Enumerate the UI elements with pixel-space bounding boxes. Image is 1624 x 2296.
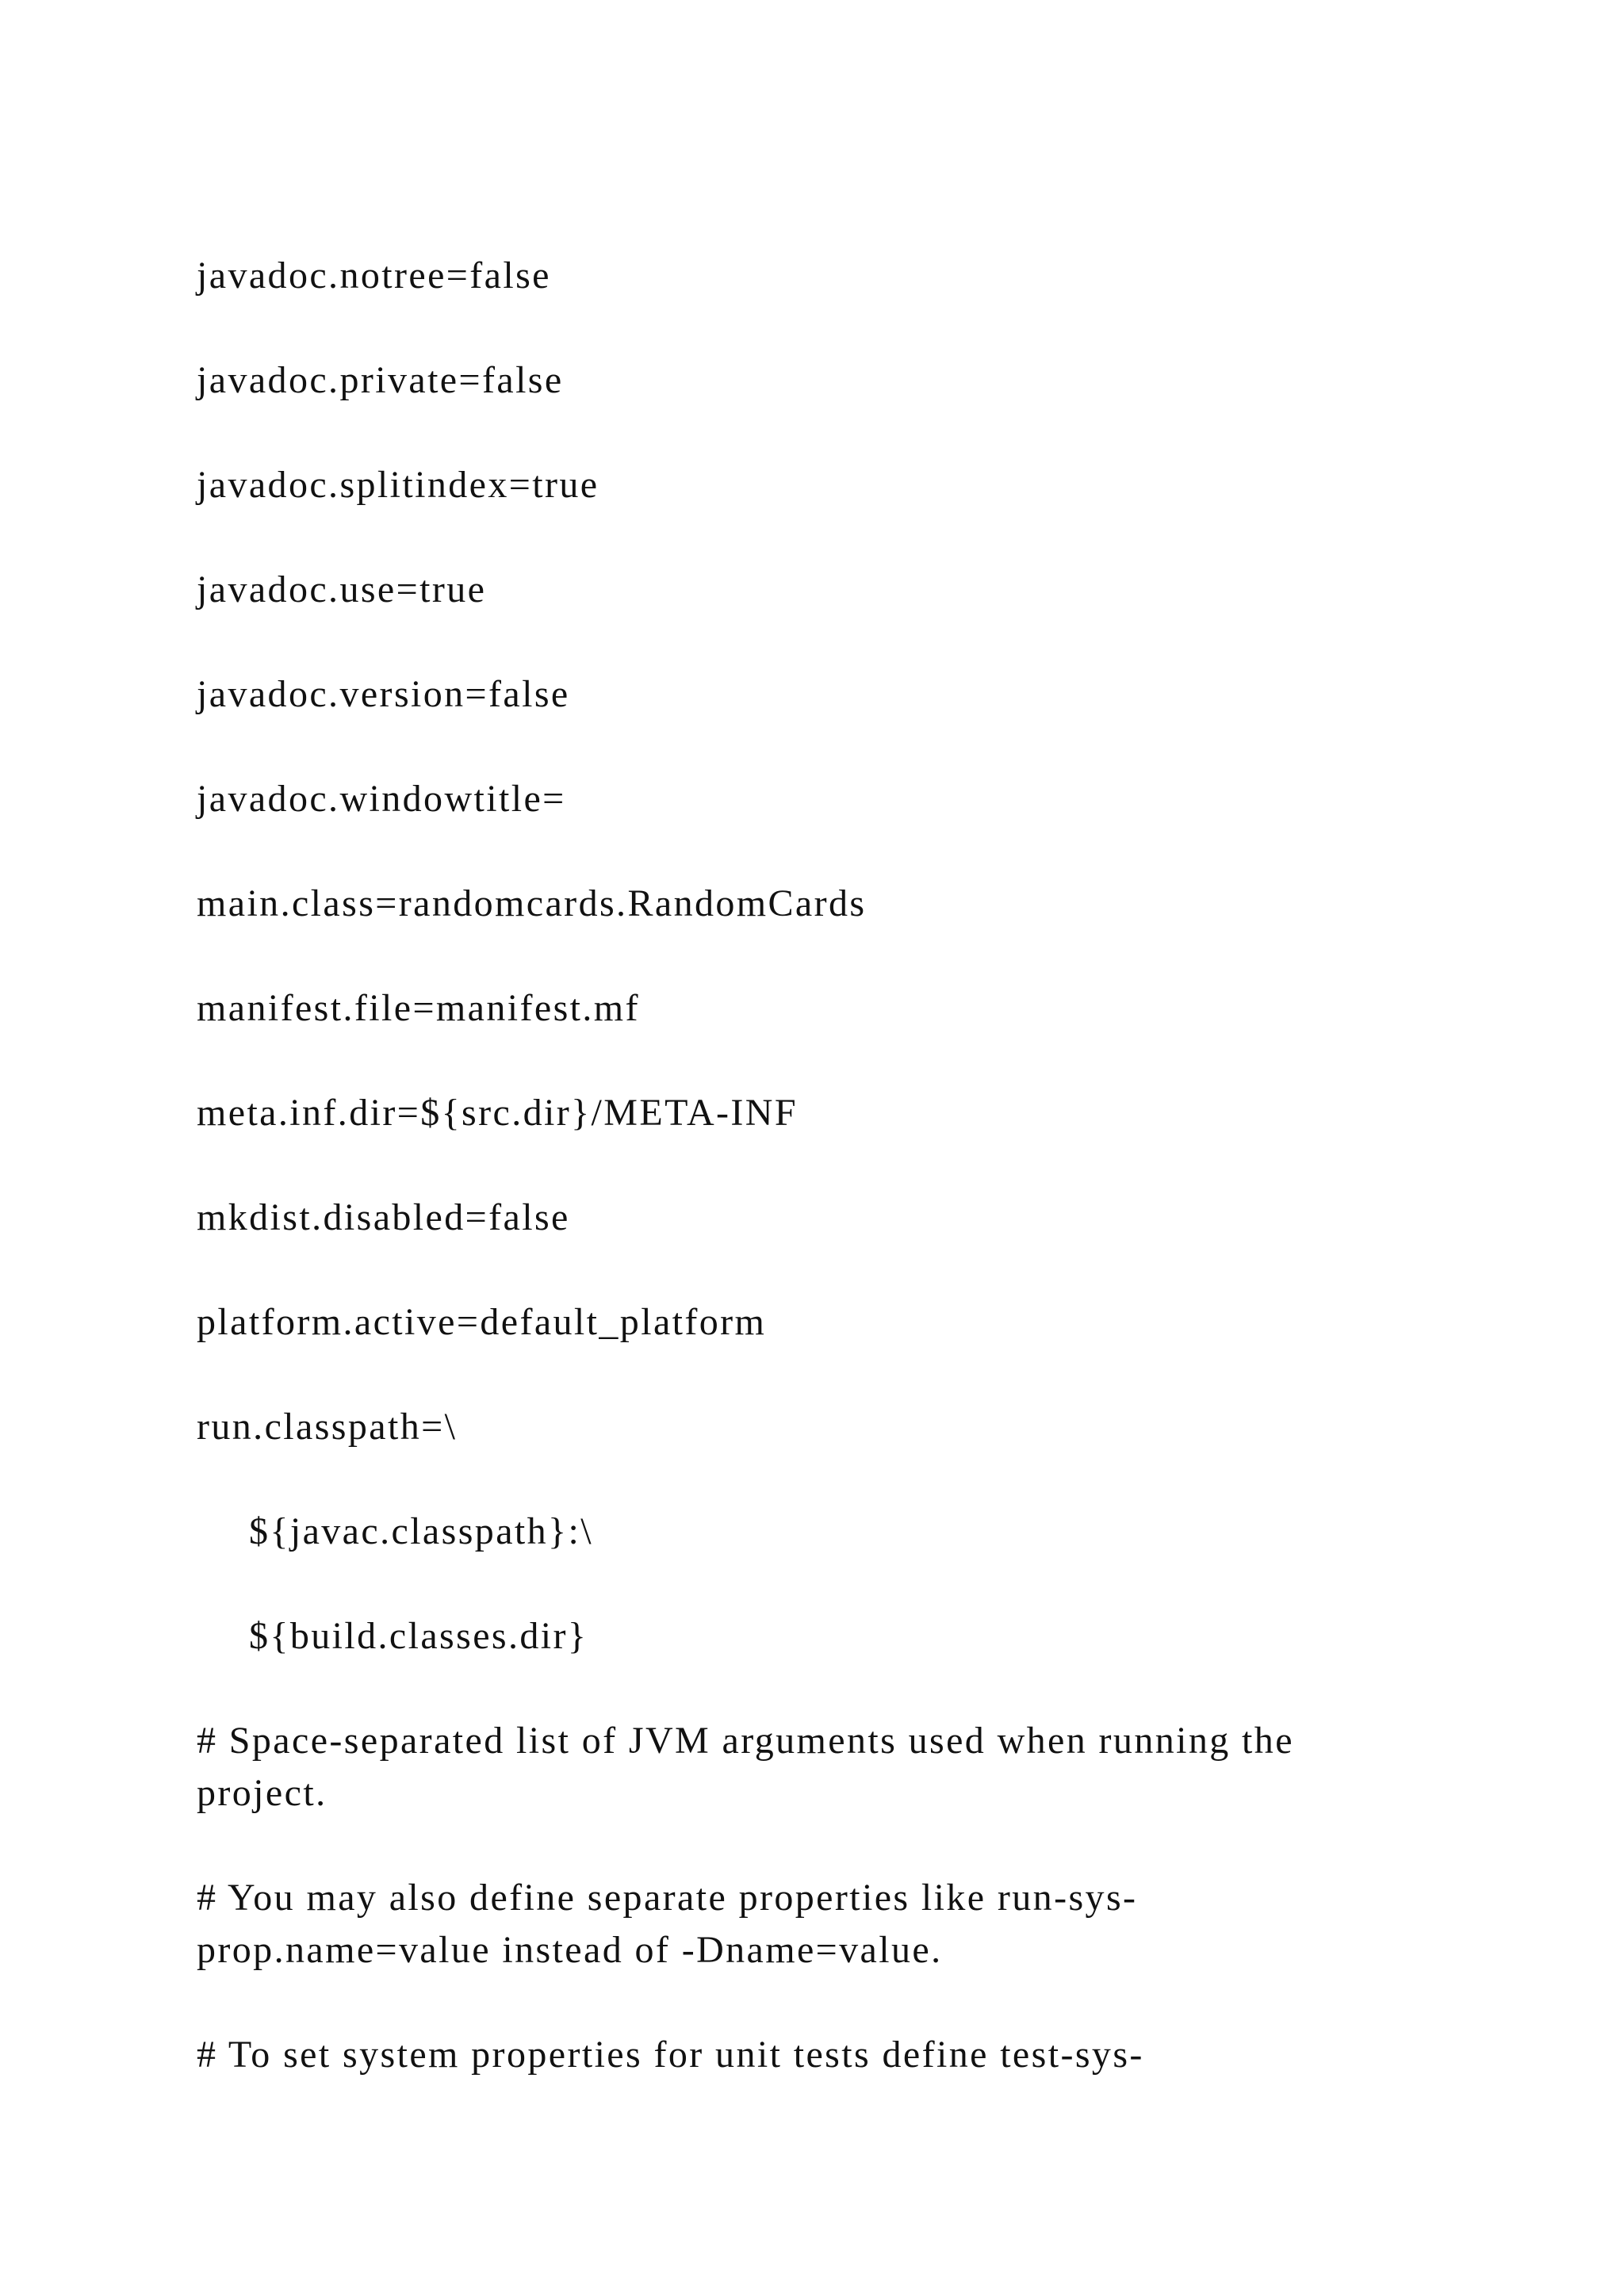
line-manifest-file: manifest.file=manifest.mf — [197, 987, 640, 1029]
line-platform-active: platform.active=default_platform — [197, 1301, 767, 1343]
line-javac-classpath: ${javac.classpath}:\ — [249, 1510, 593, 1552]
comment-jvm-args-line-1: # Space-separated list of JVM arguments used when running the — [197, 1720, 1294, 1762]
line-main-class: main.class=randomcards.RandomCards — [197, 882, 867, 924]
comment-jvm-args-line-2: project. — [197, 1772, 327, 1814]
comment-sys-prop-line-1: # You may also define separate properties like run-sys- — [197, 1877, 1138, 1919]
comment-sys-prop-line-2: prop.name=value instead of -Dname=value. — [197, 1929, 943, 1971]
line-javadoc-splitindex: javadoc.splitindex=true — [197, 464, 599, 506]
comment-unit-tests-line: # To set system properties for unit tests define test-sys- — [197, 2034, 1144, 2076]
line-javadoc-private: javadoc.private=false — [197, 359, 564, 401]
line-javadoc-version: javadoc.version=false — [197, 673, 570, 715]
line-mkdist-disabled: mkdist.disabled=false — [197, 1196, 570, 1238]
line-build-classes-dir: ${build.classes.dir} — [249, 1615, 588, 1657]
line-run-classpath: run.classpath=\ — [197, 1406, 458, 1448]
line-javadoc-notree: javadoc.notree=false — [197, 254, 551, 297]
line-javadoc-windowtitle: javadoc.windowtitle= — [197, 778, 566, 820]
line-meta-inf-dir: meta.inf.dir=${src.dir}/META-INF — [197, 1092, 798, 1134]
line-javadoc-use: javadoc.use=true — [197, 568, 487, 610]
